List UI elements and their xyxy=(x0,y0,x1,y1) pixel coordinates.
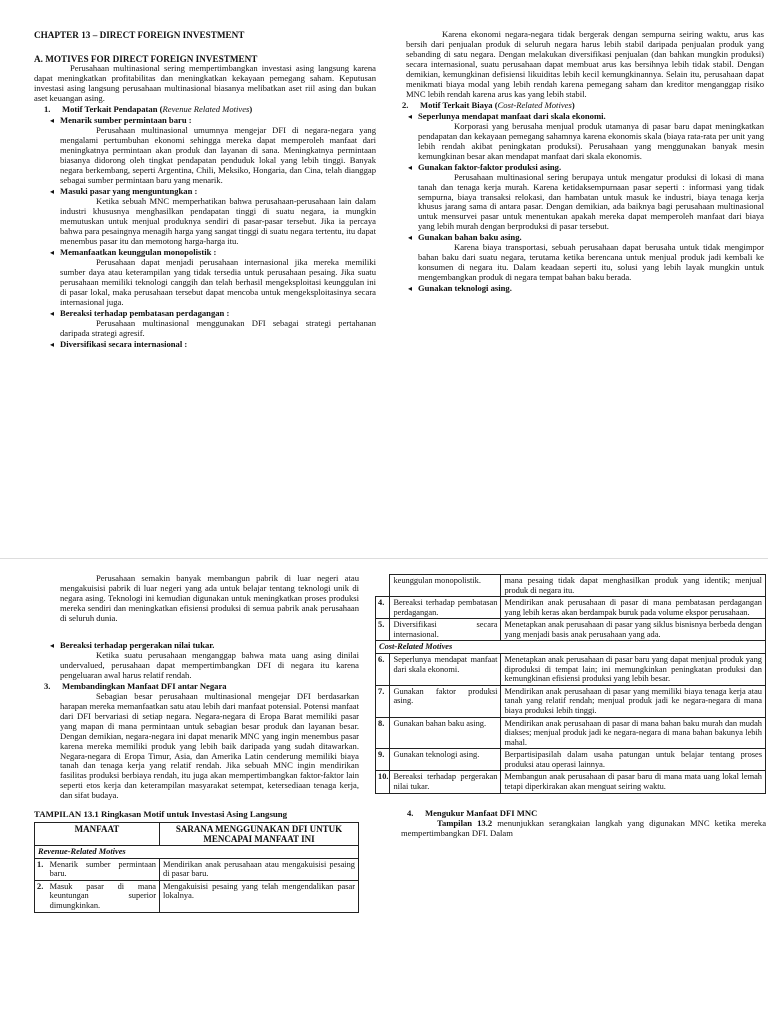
table-section-row xyxy=(35,846,359,859)
revenue-section-label: Revenue-Related Motives xyxy=(35,846,359,859)
bullet-paragraph: Korporasi yang berusaha menjual produk utamanya di pasar baru dapat meningkatkan pendapatan dan kekayaan pemegang sahamnya karena ekonomis skala (biaya rata-rata per unit yang lebih rendah akibat peningkatan produksi). Perusahaan yang menggunakan banyak mesin kemungkinan besar akan mendapat manfaat dari skala ekonomis. xyxy=(418,120,764,161)
header-means: SARANA MENGGUNAKAN DFI UNTUK MENCAPAI MANFAAT INI xyxy=(160,822,359,846)
cost-section-label: Cost-Related Motives xyxy=(376,641,766,654)
bullet-economies-of-scale xyxy=(408,110,764,122)
row-means: mana pesaing tidak dapat menghasilkan produk yang identik; menjual produk di negara itu. xyxy=(501,575,766,597)
arrow-bullet-icon: ◂ xyxy=(50,116,55,126)
row-number: 8. xyxy=(376,717,390,749)
bullet-title: Gunakan bahan baku asing. xyxy=(418,232,522,243)
section-3-number: 3. xyxy=(44,680,51,691)
row-benefit: Bereaksi terhadap pergerakan nilai tukar. xyxy=(390,771,501,793)
bullet-new-demand xyxy=(50,115,376,126)
page1-left-column xyxy=(34,30,376,349)
page1-right-column xyxy=(392,30,764,294)
row-means: Mengakuisisi pesaing yang telah mengendalikan pasar lokalnya. xyxy=(160,880,359,912)
section-4-bold: Tampilan 13.2 xyxy=(437,817,493,828)
motive-1-heading xyxy=(34,105,376,115)
table-header-row xyxy=(35,822,359,846)
row-number: 9. xyxy=(376,749,390,771)
arrow-bullet-icon: ◂ xyxy=(408,284,413,294)
arrow-bullet-icon: ◂ xyxy=(408,162,413,172)
table-caption: TAMPILAN 13.1 Ringkasan Motif untuk Investasi Asing Langsung xyxy=(34,809,288,820)
motive-2-title: Motif Terkait Biaya ( xyxy=(420,99,498,110)
table-row xyxy=(376,597,766,619)
bullet-profitable-market xyxy=(50,185,376,197)
chapter-title: CHAPTER 13 – DIRECT FOREIGN INVESTMENT xyxy=(34,30,245,40)
row-benefit: Bereaksi terhadap pembatasan perdagangan. xyxy=(390,597,501,619)
table-section-row xyxy=(376,641,766,654)
motive-2-italic: Cost-Related Motives xyxy=(497,99,572,110)
bullet-exchange-rate xyxy=(50,639,359,651)
row-means: Menetapkan anak perusahaan di pasar baru yang dapat menjual produk yang diproduksi di tempat lain; ini memungkinkan peningkatan produksi dan kemungkinan efisiensi produksi yang lebih besar. xyxy=(501,654,766,686)
row-means: Mendirikan anak perusahaan di pasar di mana bahan baku murah dan mudah diakses; menjual produk jadi ke negara-negara di mana bahan bakunya lebih mahal. xyxy=(501,717,766,749)
header-benefit: MANFAAT xyxy=(35,822,160,846)
row-number: 7. xyxy=(376,685,390,717)
row-number: 10. xyxy=(376,771,390,793)
row-means: Mendirikan anak perusahaan di pasar di mana pembatasan perdagangan yang lebih keras akan berdampak buruk pada volume ekspor perusahaan. xyxy=(501,597,766,619)
row-benefit: keunggulan monopolistik. xyxy=(390,575,501,597)
table-row xyxy=(35,880,359,912)
section-3-title: Membandingkan Manfaat DFI antar Negara xyxy=(62,680,227,691)
bullet-title: Seperlunya mendapat manfaat dari skala ekonomi. xyxy=(418,110,606,121)
row-benefit: Gunakan bahan baku asing. xyxy=(390,717,501,749)
bullet-title: Bereaksi terhadap pergerakan nilai tukar. xyxy=(60,639,215,650)
bullet-title: Memanfaatkan keunggulan monopolistik : xyxy=(60,246,217,257)
row-number: 4. xyxy=(376,597,390,619)
bullet-paragraph: Karena biaya transportasi, sebuah perusahaan dapat berusaha untuk tidak mengimpor bahan baku dari suatu negara, terutama ketika berencana untuk menjual produk jadi kembali ke konsumen di negara itu. Dalam keadaan seperti itu, solusi yang lebih layak mungkin untuk mengembangkan produk di negara tempat bahan baku berada. xyxy=(418,242,764,283)
row-means: Berpartisipasilah dalam usaha patungan untuk belajar tentang proses produksi atau operasi lainnya. xyxy=(501,749,766,771)
row-number: 6. xyxy=(376,654,390,686)
bullet-title: Masuki pasar yang menguntungkan : xyxy=(60,185,198,196)
arrow-bullet-icon: ◂ xyxy=(50,339,55,349)
row-benefit: Menarik sumber permintaan baru. xyxy=(47,858,160,880)
section-4-paragraph xyxy=(401,819,766,839)
table-row xyxy=(376,654,766,686)
motive-2-close: ) xyxy=(571,99,575,110)
page2-right-column xyxy=(375,574,766,838)
section-4-number: 4. xyxy=(407,807,414,818)
row-means: Mendirikan anak perusahaan atau mengakuisisi pesaing di pasar baru. xyxy=(160,858,359,880)
motive-2-heading xyxy=(392,101,764,111)
section-4-text: menunjukkan serangkaian langkah yang digunakan MNC ketika mereka mempertimbangkan DFI. Dalam xyxy=(401,817,767,838)
motives-table-left xyxy=(34,822,359,913)
motive-1-number: 1. xyxy=(44,104,51,115)
page-divider xyxy=(0,558,768,559)
motive-1-close: ) xyxy=(249,104,253,115)
row-benefit: Diversifikasi secara internasional. xyxy=(390,619,501,641)
arrow-bullet-icon: ◂ xyxy=(408,111,413,121)
bullet-title: Menarik sumber permintaan baru : xyxy=(60,115,192,126)
bullet-paragraph: Perusahaan dapat menjadi perusahaan internasional jika mereka memiliki sumber daya atau keterampilan yang tidak tersedia untuk perusahaan pesaing. Jika suatu perusahaan memiliki teknologi canggih dan telah berhasil mengeksploitasi keunggulan ini di pasar lokal, maka perusahaan tersebut dapat mencoba untuk mengeksploitasinya secara internasional juga. xyxy=(60,256,376,307)
row-benefit: Masuk pasar di mana keuntungan superior dimungkinkan. xyxy=(47,880,160,912)
page2-left-column xyxy=(34,574,359,913)
motive-1-title: Motif Terkait Pendapatan ( xyxy=(62,104,163,115)
bullet-title: Gunakan faktor-faktor produksi asing. xyxy=(418,161,562,172)
arrow-bullet-icon: ◂ xyxy=(50,640,55,650)
document-page-2 xyxy=(0,560,768,1024)
motive-2-number: 2. xyxy=(402,99,409,110)
bullet-trade-restrictions xyxy=(50,307,376,319)
row-means: Mendirikan anak perusahaan di pasar yang memiliki biaya tenaga kerja atau tanah yang relatif rendah; menjual produk jadi ke negara-negara di mana biaya produksi lebih tinggi. xyxy=(501,685,766,717)
row-number xyxy=(376,575,390,597)
bullet-title: Diversifikasi secara internasional : xyxy=(60,338,188,349)
bullet-paragraph: Ketika suatu perusahaan menganggap bahwa mata uang asing dinilai undervalued, perusahaan dapat mempertimbangkan DFI di negara itu karena pengeluaran awal harus relatif rendah. xyxy=(60,649,359,680)
bullet-diversify xyxy=(50,338,376,350)
bullet-title: Gunakan teknologi asing. xyxy=(418,283,512,294)
table-row xyxy=(376,619,766,641)
table-row xyxy=(376,575,766,597)
section-a-title: A. MOTIVES FOR DIRECT FOREIGN INVESTMENT xyxy=(34,53,258,64)
row-means: Membangun anak perusahaan di pasar baru di mana mata uang lokal lemah tetapi diperkirakan akan menguat seiring waktu. xyxy=(501,771,766,793)
motives-table-right xyxy=(375,574,766,794)
row-number: 2. xyxy=(35,880,47,912)
bullet-paragraph: Perusahaan multinasional menggunakan DFI sebagai strategi pertahanan daripada strategi agresif. xyxy=(60,317,376,338)
table-row xyxy=(376,749,766,771)
table-row xyxy=(376,685,766,717)
table-row xyxy=(35,858,359,880)
table-row xyxy=(376,771,766,793)
bullet-paragraph: Ketika sebuah MNC memperhatikan bahwa perusahaan-perusahaan lain dalam industri khususnya menghasilkan pendapatan tinggi di suatu negara, ia mungkin memutuskan untuk menjual produknya sendiri di pasar-pasar tersebut. Jika ia percaya bahwa para pesaingnya menagih harga yang sangat tinggi di suatu negara tertentu, itu dapat menembus pasar itu dan memotong harga-harga itu. xyxy=(60,195,376,246)
motive-1-italic: Revenue Related Motives xyxy=(162,104,250,115)
arrow-bullet-icon: ◂ xyxy=(50,247,55,257)
arrow-bullet-icon: ◂ xyxy=(408,233,413,243)
arrow-bullet-icon: ◂ xyxy=(50,308,55,318)
technology-paragraph: Perusahaan semakin banyak membangun pabrik di luar negeri atau mengakuisisi pabrik di luar negeri yang ada untuk belajar tentang teknologi unik di negara asing. Teknologi ini kemudian digunakan untuk meningkatkan proses produksi mereka sendiri dan meningkatkan efisiensi produksi di semua pabrik anak perusahaan di seluruh dunia. xyxy=(60,573,359,623)
section-3-paragraph: Sebagian besar perusahaan multinasional mengejar DFI berdasarkan harapan mereka memanfaatkan satu atau lebih dari manfaat potensial. Potensi manfaat dari DFI bervariasi di setiap negara. Negara-negara di Eropa Barat memiliki pasar yang mapan di mana permintaan untuk sebagian besar produk dan layanan besar. Dengan demikian, negara-negara ini dapat menarik MNC yang ingin menembus pasar karena mereka memiliki produk yang lebih baik daripada yang sudah ditawarkan. Negara-negara di Eropa Timur, Asia, dan Amerika Latin cenderung memiliki biaya tanah dan tenaga kerja yang relatif rendah. Jika sebuah MNC ingin mendirikan fasilitas produksi berbiaya rendah, itu juga akan mempertimbangkan faktor-faktor lain seperti etos kerja dan keterampilan masyarakat setempat, ketersediaan tenaga kerja, dan sifat budaya. xyxy=(60,690,359,801)
section-4-title: Mengukur Manfaat DFI MNC xyxy=(425,807,538,818)
bullet-title: Bereaksi terhadap pembatasan perdagangan : xyxy=(60,307,230,318)
section-a-paragraph: Perusahaan multinasional sering mempertimbangkan investasi asing langsung karena dapat meningkatkan profitabilitas dan meningkatkan kekayaan pemegang saham. Keputusan investasi asing langsung perusahaan multinasional biasanya melibatkan aset riil asing dan bukan aset keuangan asing. xyxy=(34,63,376,104)
bullet-paragraph: Perusahaan multinasional umumnya mengejar DFI di negara-negara yang mengalami pertumbuhan ekonomi sehingga mereka dapat memperoleh manfaat dari meningkatnya permintaan akan produk dan layanan di sana. Meningkatnya permintaan biasanya didorong oleh tingkat pendapatan penduduk lokal yang lebih tinggi. Banyak negara berkembang, seperti Argentina, Chili, Meksiko, Hongaria, dan Cina, telah dianggap sebagai sumber permintaan baru yang menarik. xyxy=(60,125,376,185)
row-means: Menetapkan anak perusahaan di pasar yang siklus bisnisnya berbeda dengan yang menjadi basis anak perusahaan yang ada. xyxy=(501,619,766,641)
bullet-raw-materials xyxy=(408,232,764,243)
row-number: 5. xyxy=(376,619,390,641)
row-benefit: Gunakan faktor produksi asing. xyxy=(390,685,501,717)
bullet-monopolistic xyxy=(50,246,376,258)
bullet-foreign-technology xyxy=(408,283,764,294)
row-benefit: Gunakan teknologi asing. xyxy=(390,749,501,771)
bullet-paragraph: Perusahaan multinasional sering berupaya untuk mengatur produksi di lokasi di mana tanah dan tenaga kerja murah. Karena ketidaksempurnaan pasar seperti : informasi yang tidak sempurna, biaya transaksi relokasi, dan hambatan untuk masuk ke industri, biaya tenaga kerja khusus jarang sama di antara pasar. Dengan demikian, ada baiknya bagi perusahaan multinasional untuk mensurvei pasar untuk menentukan apakah mereka dapat memperoleh manfaat dari biaya yang lebih murah dengan berproduksi di pasar tersebut. xyxy=(418,171,764,232)
row-number: 1. xyxy=(35,858,47,880)
row-benefit: Seperlunya mendapat manfaat dari skala ekonomi. xyxy=(390,654,501,686)
table-row xyxy=(376,717,766,749)
bullet-foreign-factors xyxy=(408,161,764,173)
diversify-paragraph: Karena ekonomi negara-negara tidak bergerak dengan sempurna seiring waktu, arus kas bersih dari penjualan produk di seluruh negara harus lebih stabil daripada penjualan produk yang sebanding di satu negara. Dengan melakukan diversifikasi penjualan (dan bahkan mungkin produksi) secara internasional, suatu perusahaan dapat membuat arus kas bersihnya lebih tidak stabil. Dengan demikian, kemungkinan defisiensi likuiditas lebih kecil kemungkinannya. Selain itu, perusahaan dapat menikmati biaya modal yang lebih rendah karena pemegang saham dan kreditor menganggap risiko MNC lebih rendah karena arus kas yang lebih stabil. xyxy=(406,29,764,99)
arrow-bullet-icon: ◂ xyxy=(50,186,55,196)
